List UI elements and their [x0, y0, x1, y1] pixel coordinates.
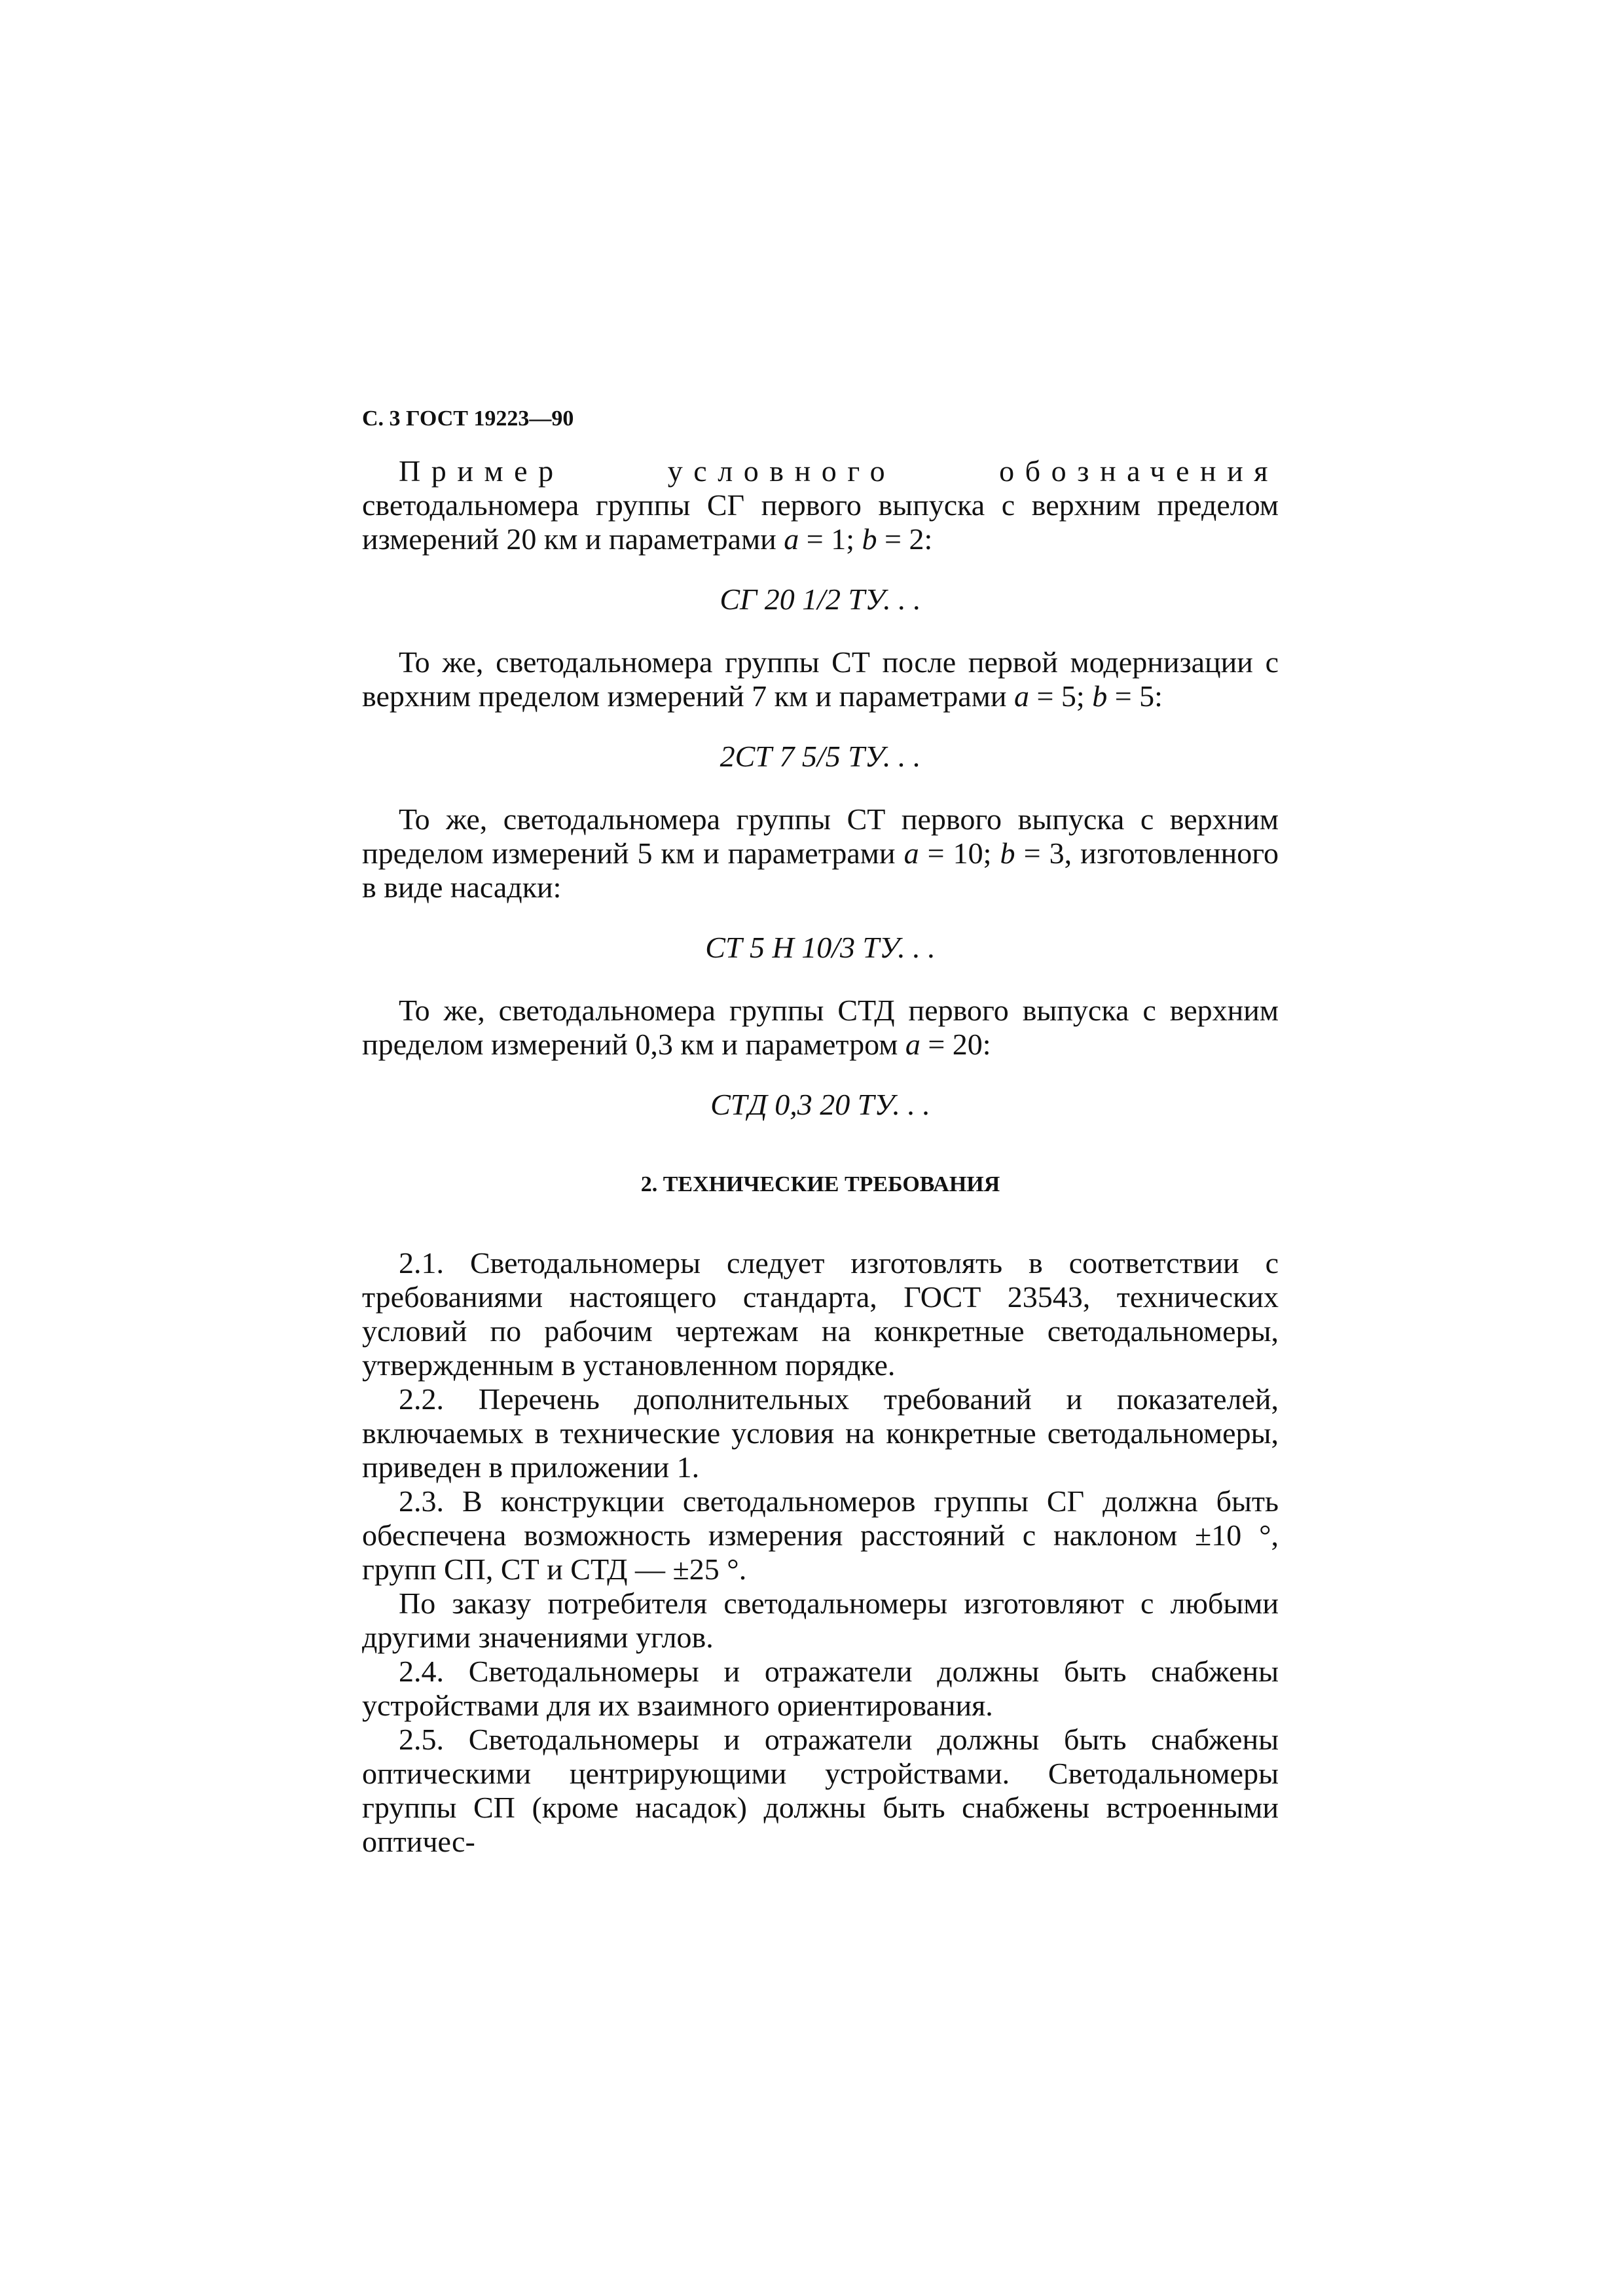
example-paragraph-2 [362, 645, 1279, 713]
example-text: светодальномера группы СГ первого выпуска с верхним пределом измерений 20 км и параметрами [362, 488, 1279, 556]
param-b: b [1092, 679, 1108, 713]
example-paragraph-4 [362, 994, 1279, 1062]
clause-2-4: 2.4. Светодальномеры и отражатели должны быть снабжены устройствами для их взаимного ориентирования. [362, 1655, 1279, 1722]
clause-2-2: 2.2. Перечень дополнительных требований и показателей, включаемых в технические условия на конкретные светодальномеры, приведен в приложении 1. [362, 1382, 1279, 1484]
param-a: a [903, 836, 919, 870]
param-a: a [905, 1028, 921, 1061]
clause-2-3-note: По заказу потребителя светодальномеры изготовляют с любыми другими значениями углов. [362, 1587, 1279, 1654]
section-title: 2. ТЕХНИЧЕСКИЕ ТРЕБОВАНИЯ [640, 1172, 1000, 1196]
clause-2-1: 2.1. Светодальномеры следует изготовлять в соответствии с требованиями настоящего стандарта, ГОСТ 23543, технических условий по рабочим чертежам на конкретные светодальномеры, утвержденным в установленном порядке. [362, 1246, 1279, 1382]
example-paragraph-3 [362, 802, 1279, 905]
designation-formula-2: 2СТ 7 5/5 ТУ. . . [720, 740, 921, 773]
p3-eq1: = 10; [919, 836, 1000, 870]
p4-eq1: = 20: [920, 1028, 991, 1061]
example-paragraph [362, 454, 1279, 556]
param-a: a [1013, 679, 1029, 713]
param-a: a [784, 522, 799, 556]
clause-2-5: 2.5. Светодальномеры и отражатели должны быть снабжены оптическими центрирующими устройствами. Светодальномеры группы СП (кроме насадок) должны быть снабжены встроенными оптичес- [362, 1723, 1279, 1858]
page-header: С. 3 ГОСТ 19223—90 [362, 406, 574, 431]
param-b: b [1000, 836, 1015, 870]
p3-text: То же, светодальномера группы СТ первого выпуска с верхним пределом измерений 5 км и параметрами [362, 802, 1279, 870]
example-lead: Пример условного обозначения [399, 454, 1279, 488]
designation-formula-1: СГ 20 1/2 ТУ. . . [720, 583, 921, 616]
p2-eq2: = 5: [1107, 679, 1163, 713]
p2-eq1: = 5; [1029, 679, 1093, 713]
param-b: b [862, 522, 877, 556]
document-page [362, 406, 1279, 1859]
p3-eq2: = 3, изготовленного в виде насадки: [362, 836, 1279, 904]
p2-text: То же, светодальномера группы СТ после первой модернизации с верхним пределом измерений 7 км и параметрами [362, 645, 1279, 713]
p4-text: То же, светодальномера группы СТД первого выпуска с верхним пределом измерений 0,3 км и параметром [362, 994, 1279, 1061]
example-eq1: = 1; [799, 522, 862, 556]
clause-2-3: 2.3. В конструкции светодальномеров группы СГ должна быть обеспечена возможность измерения расстояний с наклоном ±10 °, групп СП, СТ и СТД — ±25 °. [362, 1484, 1279, 1586]
designation-formula-3: СТ 5 Н 10/3 ТУ. . . [705, 931, 936, 964]
example-eq2: = 2: [877, 522, 933, 556]
designation-formula-4: СТД 0,3 20 ТУ. . . [710, 1088, 930, 1121]
